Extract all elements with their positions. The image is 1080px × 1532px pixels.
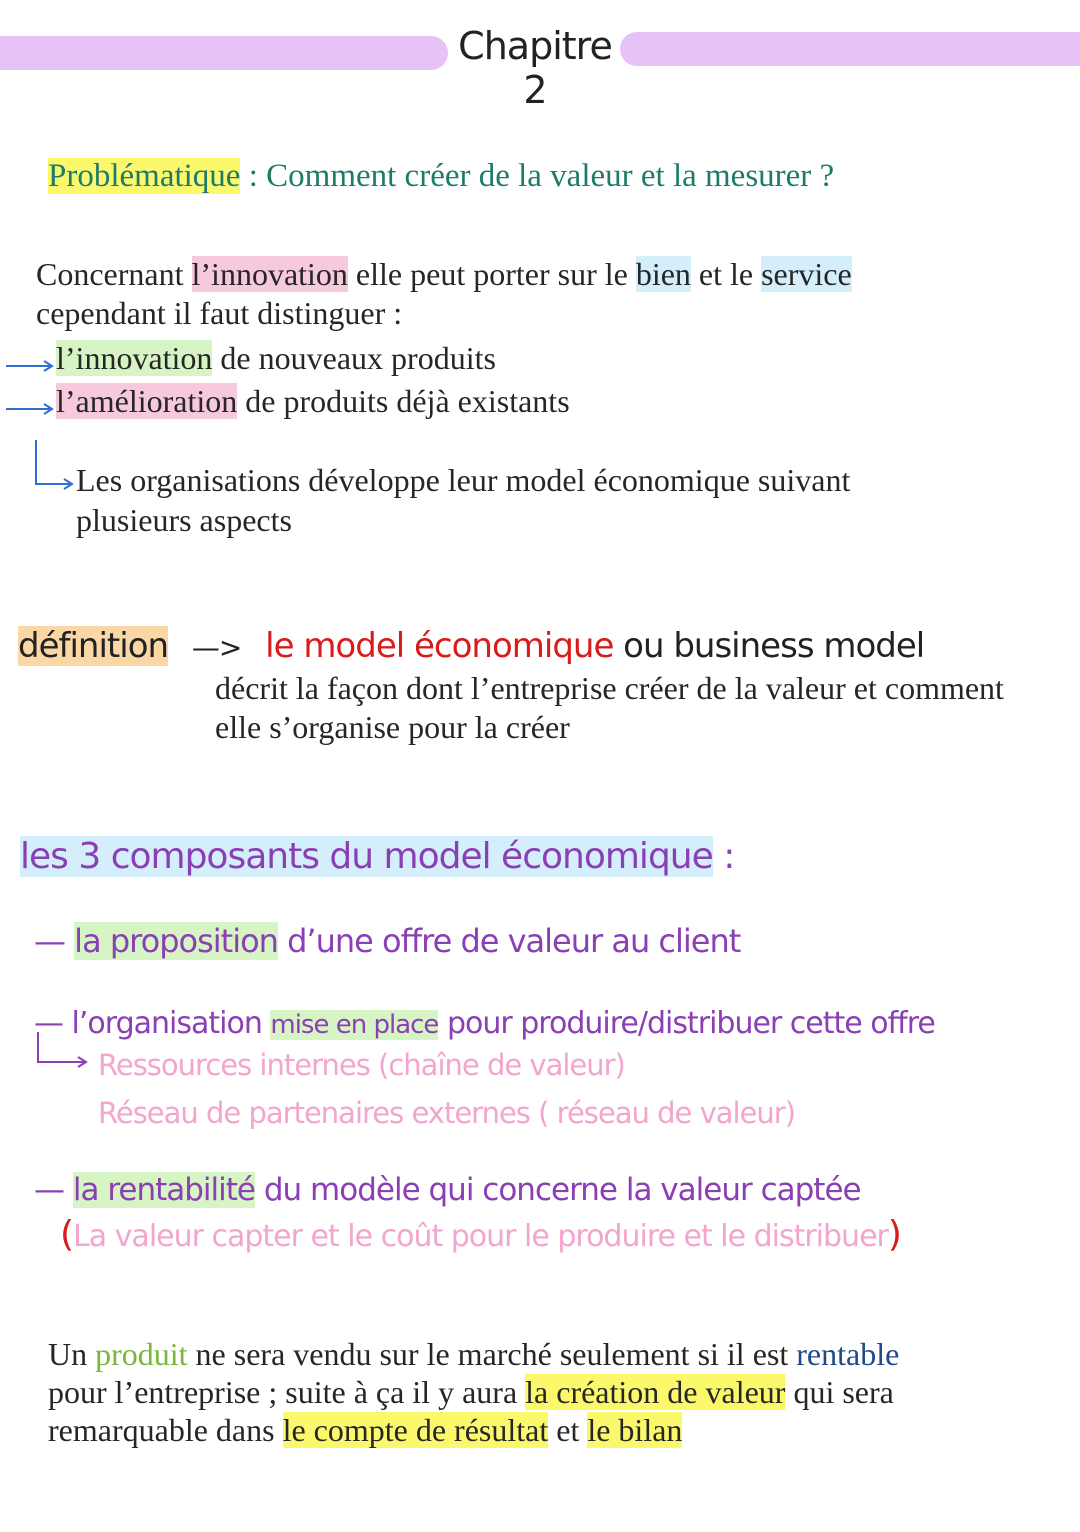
conclusion-line-3 — [48, 1412, 682, 1449]
innovation-text: elle peut porter sur le — [347, 256, 636, 292]
dash: — — [34, 922, 65, 960]
conclusion-line-1 — [48, 1336, 899, 1373]
problematique-label: Problématique — [48, 158, 241, 194]
composant-1-highlight: la proposition — [74, 922, 278, 960]
definition-term-rest: ou business model — [613, 626, 925, 666]
innovation-line-2: cependant il faut distinguer : — [36, 295, 403, 331]
innovation-sub-line-2: plusieurs aspects — [76, 502, 292, 538]
composant-1-text: d’une offre de valeur au client — [277, 922, 741, 960]
innovation-item-1 — [56, 340, 496, 377]
definition-desc-1: décrit la façon dont l’entreprise créer de la valeur et comment — [215, 670, 1004, 706]
paren-open: ( — [60, 1214, 74, 1255]
item-highlight: l’amélioration — [56, 383, 238, 419]
service-highlight: service — [761, 256, 852, 292]
arrow-right-icon — [6, 401, 58, 417]
composant-3-highlight: la rentabilité — [72, 1172, 256, 1208]
problematique-line — [48, 158, 834, 195]
definition-arrow: —> — [191, 631, 242, 664]
bien-highlight: bien — [635, 256, 691, 292]
conclusion-text: et — [548, 1412, 588, 1448]
composant-3-text: du modèle qui concerne la valeur captée — [255, 1172, 861, 1208]
header-bar-right — [620, 32, 1080, 66]
conclusion-text: Un — [48, 1336, 96, 1372]
conclusion-text: qui sera — [785, 1374, 894, 1410]
innovation-text: et le — [690, 256, 762, 292]
arrow-right-icon — [6, 358, 58, 374]
composant-2-highlight: mise en place — [270, 1010, 439, 1040]
innovation-text: Concernant — [36, 256, 192, 292]
definition-line — [18, 626, 924, 666]
rentable-word: rentable — [796, 1336, 900, 1372]
composant-3 — [34, 1172, 861, 1208]
composant-2-text: pour produire/distribuer cette offre — [438, 1006, 935, 1041]
corner-arrow-icon — [36, 1032, 92, 1072]
dash: — — [34, 1006, 63, 1041]
composant-2-sub-2: Réseau de partenaires externes ( réseau de valeur) — [98, 1096, 796, 1130]
innovation-sub-line-1: Les organisations développe leur model économique suivant — [76, 462, 851, 498]
composant-2-sub-1: Ressources internes (chaîne de valeur) — [98, 1048, 625, 1082]
conclusion-text: ne sera vendu sur le marché seulement si il est — [187, 1336, 797, 1372]
composant-2-text: l’organisation — [71, 1006, 271, 1041]
composants-title-text: les 3 composants du model économique — [20, 836, 713, 877]
item-text: de nouveaux produits — [212, 340, 496, 376]
item-highlight: l’innovation — [56, 340, 213, 376]
bilan-highlight: le bilan — [587, 1412, 683, 1448]
compte-resultat-highlight: le compte de résultat — [282, 1412, 549, 1448]
creation-valeur-highlight: la création de valeur — [525, 1374, 786, 1410]
composants-title — [20, 836, 734, 877]
problematique-question: Comment créer de la valeur et la mesurer ? — [266, 158, 835, 194]
problematique-separator: : — [240, 158, 267, 194]
definition-desc-2: elle s’organise pour la créer — [215, 709, 570, 745]
innovation-item-2 — [56, 383, 570, 420]
innovation-line-1 — [36, 256, 852, 293]
composant-2 — [34, 1006, 935, 1041]
composant-3-sub-text: La valeur capter et le coût pour le produire et le distribuer — [73, 1219, 888, 1254]
corner-arrow-icon — [34, 440, 78, 490]
item-text: de produits déjà existants — [237, 383, 570, 419]
definition-term: le model économique — [265, 626, 614, 666]
chapter-title: Chapitre 2 — [458, 24, 612, 112]
composant-1 — [34, 922, 740, 960]
composant-3-sub — [60, 1214, 901, 1255]
innovation-highlight: l’innovation — [191, 256, 348, 292]
definition-label: définition — [18, 626, 169, 666]
dash: — — [34, 1172, 64, 1208]
conclusion-text: pour l’entreprise ; suite à ça il y aura — [48, 1374, 526, 1410]
produit-word: produit — [95, 1336, 188, 1372]
conclusion-line-2 — [48, 1374, 894, 1411]
header-bar-left — [0, 36, 448, 70]
conclusion-text: remarquable dans — [48, 1412, 283, 1448]
composants-title-colon: : — [712, 836, 735, 877]
paren-close: ) — [887, 1214, 901, 1255]
